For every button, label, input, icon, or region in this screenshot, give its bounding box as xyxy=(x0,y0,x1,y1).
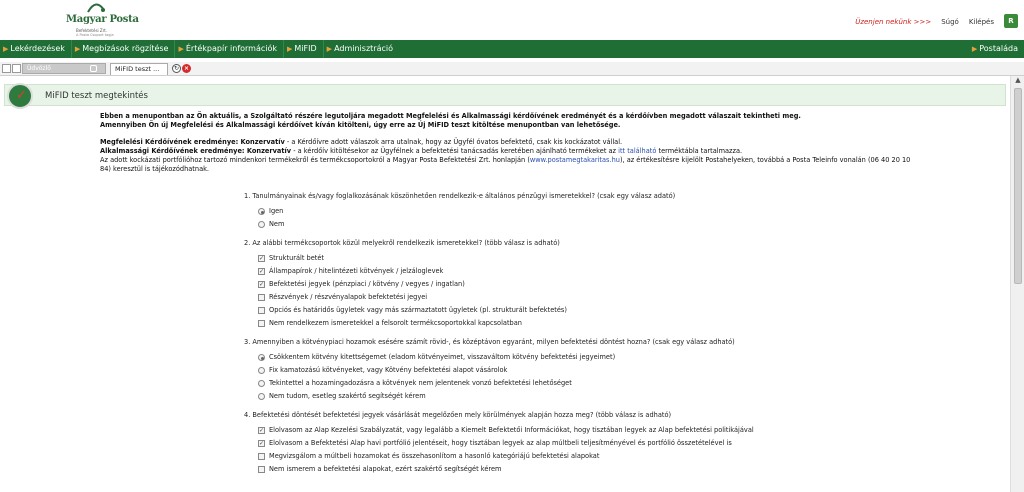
product-table-link[interactable]: itt található xyxy=(618,147,657,155)
answer-option[interactable] xyxy=(244,278,1004,291)
logo-tagline: A Posta Csoport tagja xyxy=(76,33,114,37)
option-label: Elolvasom az Alap Kezelési Szabályzatát, vagy legalább a Kiemelt Befektetői Információkat, hogy tisztában legyek az Alap befektetési politikájával xyxy=(269,426,754,434)
answer-option[interactable] xyxy=(244,364,1004,377)
main-nav xyxy=(0,40,1024,58)
logo-name: Magyar Posta xyxy=(66,14,139,25)
chevron-right-icon: ▶ xyxy=(74,45,81,53)
scroll-up-icon[interactable]: ▲ xyxy=(1015,76,1021,84)
answer-option[interactable] xyxy=(244,304,1004,317)
question-3 xyxy=(244,338,1004,403)
info-text: Az adott kockázati portfólióhoz tartozó mindenkori termékekről és termékcsoportokról a Magyar Posta Befektetési Zrt. honlapján ( xyxy=(100,156,530,164)
refresh-icon[interactable]: ↻ xyxy=(173,65,180,72)
option-label: Állampapírok / hitelintézeti kötvények / jelzáloglevek xyxy=(269,267,444,275)
result-2-label: Alkalmassági Kérdőívének eredménye: Konzervatív xyxy=(100,147,292,155)
answer-option[interactable] xyxy=(244,450,1004,463)
nav-item-megbizasok[interactable] xyxy=(72,40,176,58)
logo[interactable] xyxy=(62,2,139,38)
chevron-right-icon: ▶ xyxy=(178,45,184,53)
question-4 xyxy=(244,411,1004,476)
help-link[interactable]: Súgó xyxy=(941,18,959,26)
checkbox[interactable]: ✓ xyxy=(259,427,265,434)
question-title: 3. Amennyiben a kötvénypiaci hozamok esésére számít rövid-, és középtávon egyaránt, milyen befektetési döntést hozna? (csak egy válasz adható) xyxy=(244,338,735,346)
radio-button[interactable] xyxy=(258,354,265,361)
tab-label: MiFID teszt ... xyxy=(115,65,160,73)
result-1-label: Megfelelési Kérdőívének eredménye: Konzervatív xyxy=(100,138,285,146)
nav-item-lekerdezesek[interactable] xyxy=(0,40,72,58)
checkbox[interactable] xyxy=(258,453,265,460)
rss-icon[interactable]: R xyxy=(1004,14,1018,28)
main-content xyxy=(0,78,1010,492)
page-title-bar xyxy=(4,84,1006,106)
tab-strip xyxy=(0,62,1024,76)
option-label: Tekintettel a hozamingadozásra a kötvények nem jelentenek vonzó befektetési lehetőséget xyxy=(269,379,572,387)
vertical-scrollbar[interactable] xyxy=(1010,76,1024,492)
nav-item-ertekpapir[interactable] xyxy=(175,40,284,58)
intro-line-1: Ebben a menupontban az Ön aktuális, a Szolgáltató részére legutoljára megadott Megfelelési és Alkalmassági kérdőívének eredményét és a kérdőívben megadott válaszait tekintheti meg. xyxy=(100,112,801,120)
scrollbar-thumb[interactable] xyxy=(1014,88,1022,284)
nav-label: MiFID xyxy=(294,44,317,53)
checkbox[interactable] xyxy=(258,307,265,314)
info-after: ), az értékesítésre kijelölt Postahelyeken, továbbá a Posta Teleinfo vonalán (06 40 20 10 84) keresztül is tájékozódhatnak. xyxy=(100,156,911,173)
question-2 xyxy=(244,239,1004,330)
nav-item-adminisztracio[interactable] xyxy=(324,40,399,58)
answer-option[interactable] xyxy=(244,291,1004,304)
tab-icon xyxy=(90,65,97,72)
checkbox[interactable] xyxy=(258,466,265,473)
option-label: Elolvasom a Befektetési Alap havi portfólió jelentéseit, hogy tisztában legyek az alap múltbeli teljesítményével és portfólió összetételével is xyxy=(269,439,732,447)
option-label: Opciós és határidős ügyletek vagy más származtatott ügyletek (pl. strukturált befektetés) xyxy=(269,306,567,314)
option-label: Nem tudom, esetleg szakértő segítségét kérem xyxy=(269,392,426,400)
result-1-text: - a Kérdőívre adott válaszok arra utalnak, hogy az Ügyfél óvatos befektető, csak kis kockázatot vállal. xyxy=(284,138,623,146)
option-label: Megvizsgálom a múltbeli hozamokat és összehasonlítom a hasonló kategóriájú befektetési alapokat xyxy=(269,452,600,460)
intro-line-2: Amennyiben Ön új Megfelelési és Alkalmassági kérdőívet kíván kitölteni, úgy erre az Új MiFID teszt kitöltése menupontban van lehetősége. xyxy=(100,121,621,129)
radio-button[interactable] xyxy=(258,367,265,374)
question-title: 1. Tanulmányainak és/vagy foglalkozásának köszönhetően rendelkezik-e általános pénzügyi ismeretekkel? (csak egy válasz adató) xyxy=(244,192,676,200)
checkbox[interactable]: ✓ xyxy=(259,268,265,275)
tab-mifid-teszt[interactable] xyxy=(110,63,168,75)
option-label: Strukturált betét xyxy=(269,254,324,262)
option-label: Nem ismerem a befektetési alapokat, ezért szakértő segítségét kérem xyxy=(269,465,502,473)
close-icon[interactable]: × xyxy=(183,65,190,72)
answer-option[interactable] xyxy=(244,252,1004,265)
result-2-text: - a kérdőív kitöltésekor az Ügyfélnek a befektetési tanácsadás keretében ajánlható termékeket az xyxy=(291,147,619,155)
nav-label: Lekérdezések xyxy=(10,44,65,53)
page-title: MiFID teszt megtekintés xyxy=(45,91,148,101)
grid-icon[interactable] xyxy=(12,64,21,73)
answer-option[interactable] xyxy=(244,205,1004,218)
chevron-right-icon: ▶ xyxy=(287,45,293,53)
radio-button[interactable] xyxy=(258,221,265,228)
post-horn-icon xyxy=(86,2,106,14)
nav-label: Megbízások rögzítése xyxy=(82,44,169,53)
radio-button[interactable] xyxy=(258,380,265,387)
answer-option[interactable] xyxy=(244,437,1004,450)
option-label: Nem xyxy=(269,220,285,228)
option-label: Részvények / részvényalapok befektetési jegyei xyxy=(269,293,428,301)
checkbox[interactable]: ✓ xyxy=(259,281,265,288)
checkbox[interactable] xyxy=(258,294,265,301)
chevron-right-icon: ▶ xyxy=(971,45,978,53)
result-2-after: terméktábla tartalmazza. xyxy=(656,147,743,155)
answer-option[interactable] xyxy=(244,351,1004,364)
logo-subtitle: Befektetési Zrt. xyxy=(76,28,108,33)
contact-link[interactable]: Üzenjen nekünk >>> xyxy=(855,18,932,26)
answer-option[interactable] xyxy=(244,218,1004,231)
nav-label: Adminisztráció xyxy=(334,44,393,53)
website-link[interactable]: www.postamegtakaritas.hu xyxy=(529,156,620,164)
answer-option[interactable] xyxy=(244,424,1004,437)
nav-label: Értékpapír információk xyxy=(185,44,278,53)
answer-option[interactable] xyxy=(244,265,1004,278)
radio-button[interactable] xyxy=(258,393,265,400)
nav-item-mifid[interactable] xyxy=(284,40,324,58)
chevron-right-icon: ▶ xyxy=(326,45,333,53)
option-label: Fix kamatozású kötvényeket, vagy Kötvény befektetési alapot vásárolok xyxy=(269,366,508,374)
logout-link[interactable]: Kilépés xyxy=(968,18,994,26)
questionnaire xyxy=(244,192,1004,484)
tab-label: Üdvözlő xyxy=(27,65,51,72)
answer-option[interactable] xyxy=(244,390,1004,403)
option-label: Nem rendelkezem ismeretekkel a felsorolt termékcsoportokkal kapcsolatban xyxy=(269,319,522,327)
header xyxy=(0,0,1024,40)
radio-button[interactable] xyxy=(258,208,265,215)
top-links xyxy=(855,18,994,26)
answer-option[interactable] xyxy=(244,377,1004,390)
option-label: Csökkentem kötvény kitettségemet (eladom kötvényeimet, visszaváltom kötvény befektetési jegyeimet) xyxy=(269,353,616,361)
checkbox[interactable]: ✓ xyxy=(259,440,265,447)
nav-item-postalada[interactable] xyxy=(972,40,1018,58)
checkbox[interactable]: ✓ xyxy=(259,255,265,262)
intro-text xyxy=(100,112,920,174)
answer-option[interactable] xyxy=(244,463,1004,476)
nav-label: Postaláda xyxy=(979,44,1018,53)
question-title: 4. Befektetési döntését befektetési jegyek vásárlását megelőzően mely körülmények alapján hozza meg? (több válasz is adható) xyxy=(244,411,672,419)
chevron-right-icon: ▶ xyxy=(3,45,9,53)
question-1 xyxy=(244,192,1004,231)
question-title: 2. Az alábbi termékcsoportok közül melyekről rendelkezik ismeretekkel? (több válasz is adható) xyxy=(244,239,560,247)
option-label: Befektetési jegyek (pénzpiaci / kötvény / vegyes / ingatlan) xyxy=(269,280,465,288)
checkbox[interactable] xyxy=(258,320,265,327)
grid-icon[interactable] xyxy=(2,64,11,73)
mifid-check-icon: ✓ xyxy=(7,83,33,109)
answer-option[interactable] xyxy=(244,317,1004,330)
tab-udvozlo[interactable] xyxy=(22,63,106,74)
option-label: Igen xyxy=(269,207,284,215)
